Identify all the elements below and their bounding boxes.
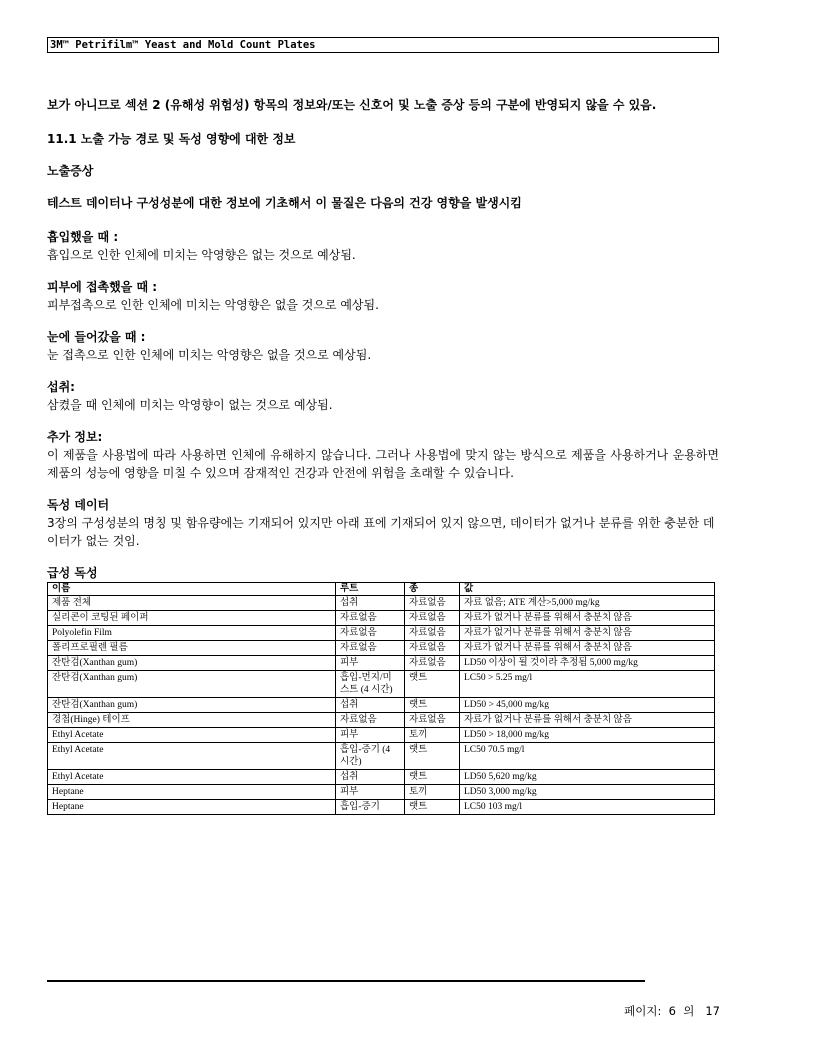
table-row (48, 611, 715, 626)
cell-route: 섭취 (336, 596, 405, 611)
ingestion-label: 섭취: (47, 380, 75, 394)
cell-route: 흡입-증기 (336, 800, 405, 815)
table-row (48, 656, 715, 671)
cell-species: 토끼 (405, 728, 460, 743)
table-row (48, 743, 715, 770)
cell-species: 토끼 (405, 785, 460, 800)
table-row (48, 596, 715, 611)
cell-species: 랫트 (405, 770, 460, 785)
tox-data-text: 3장의 구성성분의 명칭 및 함유량에는 기재되어 있지만 아래 표에 기재되어 있지 않으면, 데이터가 없거나 분류를 위한 충분한 데이터가 없는 것임. (47, 516, 715, 548)
cell-route: 자료없음 (336, 611, 405, 626)
cell-value: LD50 이상이 될 것이라 추정됨 5,000 mg/kg (460, 656, 715, 671)
table-row (48, 698, 715, 713)
cell-name: Ethyl Acetate (48, 728, 336, 743)
cell-name: 폴리프로필렌 필름 (48, 641, 336, 656)
eye-block (47, 328, 719, 364)
footer-divider (47, 980, 645, 982)
tox-data-label: 독성 데이터 (47, 498, 110, 512)
table-row (48, 800, 715, 815)
cell-value: LC50 103 mg/l (460, 800, 715, 815)
product-title: 3M™ Petrifilm™ Yeast and Mold Count Plates (50, 39, 316, 51)
cell-name: 제품 전체 (48, 596, 336, 611)
cell-value: 자료가 없거나 분류를 위해서 충분치 않음 (460, 713, 715, 728)
tox-data-block (47, 496, 719, 550)
cell-species: 랫트 (405, 800, 460, 815)
skin-block (47, 278, 719, 314)
column-header-species: 종 (405, 583, 460, 596)
eye-label: 눈에 들어갔을 때 : (47, 330, 146, 344)
table-body (48, 596, 715, 815)
page-number: 페이지: 6 의 17 (624, 1004, 720, 1018)
inhalation-label: 흡입했을 때 : (47, 230, 119, 244)
section-title: 11.1 노출 가능 경로 및 독성 영향에 대한 정보 (47, 132, 296, 146)
eye-text: 눈 접촉으로 인한 인체에 미치는 악영향은 없을 것으로 예상됨. (47, 348, 372, 362)
table-header-row (48, 583, 715, 596)
cell-value: LD50 > 18,000 mg/kg (460, 728, 715, 743)
cell-route: 피부 (336, 785, 405, 800)
table-row (48, 728, 715, 743)
cell-route: 섭취 (336, 698, 405, 713)
acute-toxicity-table (47, 582, 715, 815)
cell-value: 자료가 없거나 분류를 위해서 충분치 않음 (460, 641, 715, 656)
column-header-name: 이름 (48, 583, 336, 596)
table-row (48, 626, 715, 641)
cell-species: 자료없음 (405, 611, 460, 626)
table-row (48, 671, 715, 698)
cell-name: 잔탄검(Xanthan gum) (48, 698, 336, 713)
test-data-heading: 테스트 데이터나 구성성분에 대한 정보에 기초해서 이 물질은 다음의 건강 영향을 발생시킴 (47, 196, 522, 210)
page-content (47, 96, 719, 815)
intro-paragraph: 보가 아니므로 섹션 2 (유해성 위험성) 항목의 정보와/또는 신호어 및 노출 증상 등의 구분에 반영되지 않을 수 있음. (47, 98, 657, 112)
cell-name: 실리콘이 코팅된 페이퍼 (48, 611, 336, 626)
cell-name: 경첩(Hinge) 테이프 (48, 713, 336, 728)
cell-route: 흡입-증기 (4 시간) (336, 743, 405, 770)
table-row (48, 641, 715, 656)
cell-route: 자료없음 (336, 641, 405, 656)
inhalation-text: 흡입으로 인한 인체에 미치는 악영향은 없는 것으로 예상됨. (47, 248, 356, 262)
cell-value: LD50 5,620 mg/kg (460, 770, 715, 785)
cell-species: 자료없음 (405, 656, 460, 671)
cell-route: 피부 (336, 656, 405, 671)
acute-toxicity-block (47, 564, 719, 815)
cell-value: 자료가 없거나 분류를 위해서 충분치 않음 (460, 611, 715, 626)
cell-species: 자료없음 (405, 713, 460, 728)
ingestion-block (47, 378, 719, 414)
column-header-route: 루트 (336, 583, 405, 596)
exposure-heading: 노출증상 (47, 164, 94, 178)
cell-route: 자료없음 (336, 626, 405, 641)
cell-name: Ethyl Acetate (48, 770, 336, 785)
cell-route: 자료없음 (336, 713, 405, 728)
cell-name: Heptane (48, 785, 336, 800)
inhalation-block (47, 228, 719, 264)
cell-value: LC50 > 5.25 mg/l (460, 671, 715, 698)
ingestion-text: 삼켰을 때 인체에 미치는 악영향이 없는 것으로 예상됨. (47, 398, 333, 412)
cell-route: 섭취 (336, 770, 405, 785)
cell-name: Heptane (48, 800, 336, 815)
cell-value: LC50 70.5 mg/l (460, 743, 715, 770)
cell-value: LD50 3,000 mg/kg (460, 785, 715, 800)
cell-name: 잔탄검(Xanthan gum) (48, 671, 336, 698)
cell-value: LD50 > 45,000 mg/kg (460, 698, 715, 713)
cell-value: 자료가 없거나 분류를 위해서 충분치 않음 (460, 626, 715, 641)
table-row (48, 785, 715, 800)
cell-name: 잔탄검(Xanthan gum) (48, 656, 336, 671)
cell-name: Polyolefin Film (48, 626, 336, 641)
cell-value: 자료 없음; ATE 계산>5,000 mg/kg (460, 596, 715, 611)
table-row (48, 713, 715, 728)
cell-route: 피부 (336, 728, 405, 743)
cell-species: 랫트 (405, 671, 460, 698)
additional-block (47, 428, 719, 482)
document-header (47, 37, 719, 53)
cell-species: 랫트 (405, 743, 460, 770)
cell-species: 자료없음 (405, 596, 460, 611)
additional-text: 이 제품을 사용법에 따라 사용하면 인체에 유해하지 않습니다. 그러나 사용법에 맞지 않는 방식으로 제품을 사용하거나 운용하면 제품의 성능에 영향을 미칠 수 있으며 잠재적인 건강과 안전에 위험을 초래할 수 있습니다. (47, 448, 719, 480)
cell-species: 자료없음 (405, 641, 460, 656)
cell-route: 흡입-먼지/미스트 (4 시간) (336, 671, 405, 698)
column-header-value: 값 (460, 583, 715, 596)
skin-text: 피부접촉으로 인한 인체에 미치는 악영향은 없을 것으로 예상됨. (47, 298, 379, 312)
additional-label: 추가 정보: (47, 430, 103, 444)
acute-toxicity-label: 급성 독성 (47, 566, 98, 580)
table-row (48, 770, 715, 785)
cell-species: 자료없음 (405, 626, 460, 641)
skin-label: 피부에 접촉했을 때 : (47, 280, 158, 294)
cell-species: 랫트 (405, 698, 460, 713)
cell-name: Ethyl Acetate (48, 743, 336, 770)
